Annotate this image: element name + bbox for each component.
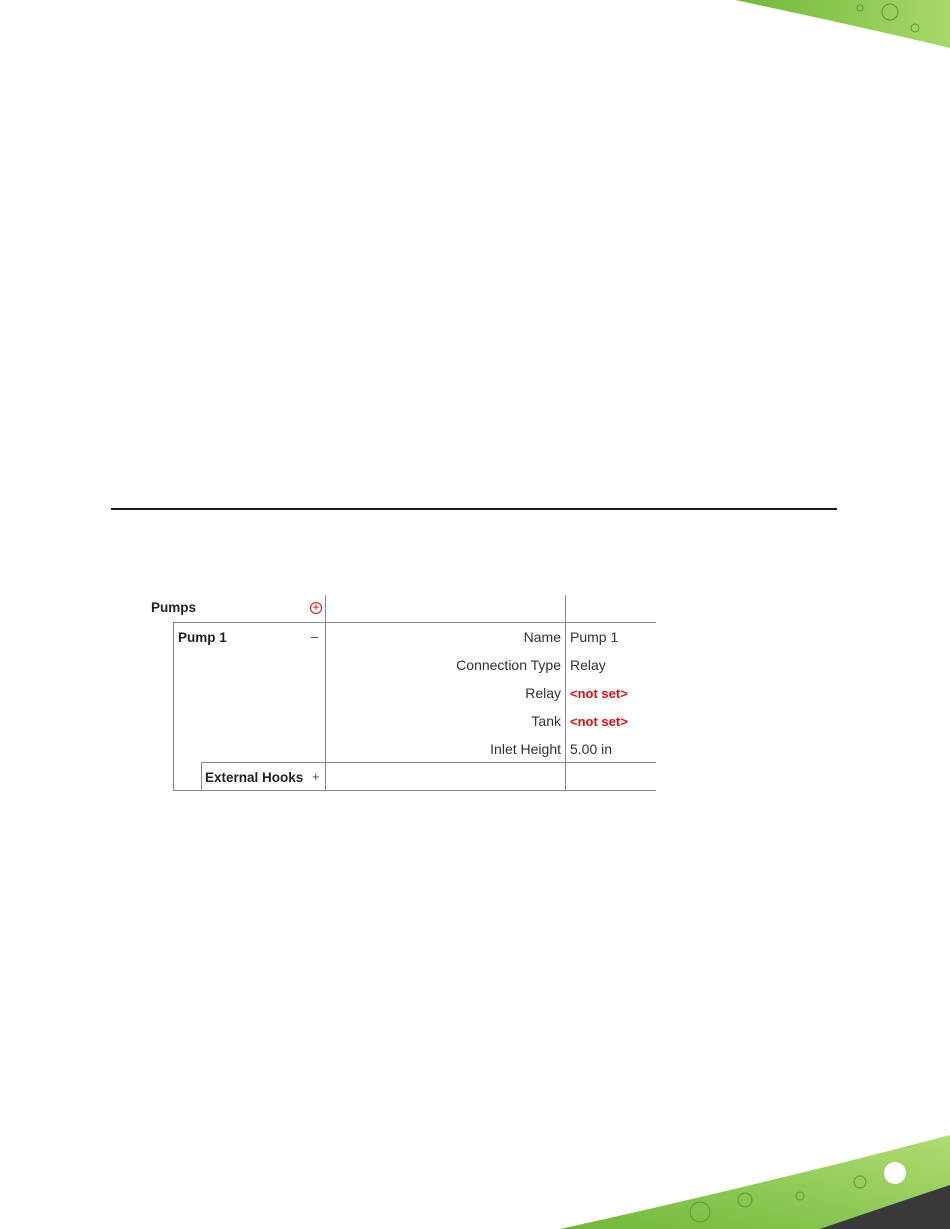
collapse-icon[interactable]: – — [311, 629, 319, 644]
name-value[interactable]: Pump 1 — [570, 629, 619, 645]
value-column-divider — [565, 595, 566, 790]
external-hooks-label: External Hooks — [205, 770, 304, 785]
page-number-badge — [884, 1162, 906, 1184]
header-swoosh-decoration — [0, 0, 950, 60]
property-name: Inlet Height — [490, 741, 561, 757]
inlet-height-value[interactable]: 5.00 in — [570, 741, 613, 757]
section-divider — [111, 508, 837, 510]
hooks-row-left-border — [201, 762, 202, 790]
pump-group-bottom-border — [173, 790, 656, 791]
property-name: Relay — [525, 685, 561, 701]
relay-value[interactable]: <not set> — [570, 686, 628, 701]
pumps-root-label: Pumps — [151, 600, 197, 615]
label-column-divider — [325, 595, 326, 790]
connection-type-value[interactable]: Relay — [570, 657, 606, 673]
pump-1-label: Pump 1 — [178, 630, 227, 645]
tank-value[interactable]: <not set> — [570, 714, 628, 729]
property-name: Name — [523, 629, 561, 645]
property-name: Connection Type — [456, 657, 561, 673]
hooks-row-top-border — [201, 762, 656, 763]
property-name: Tank — [531, 713, 561, 729]
expand-icon[interactable]: + — [312, 769, 320, 784]
pump-group-left-border — [173, 622, 174, 790]
pump-group-top-border — [173, 622, 656, 623]
add-circle-icon[interactable]: + — [310, 602, 322, 614]
